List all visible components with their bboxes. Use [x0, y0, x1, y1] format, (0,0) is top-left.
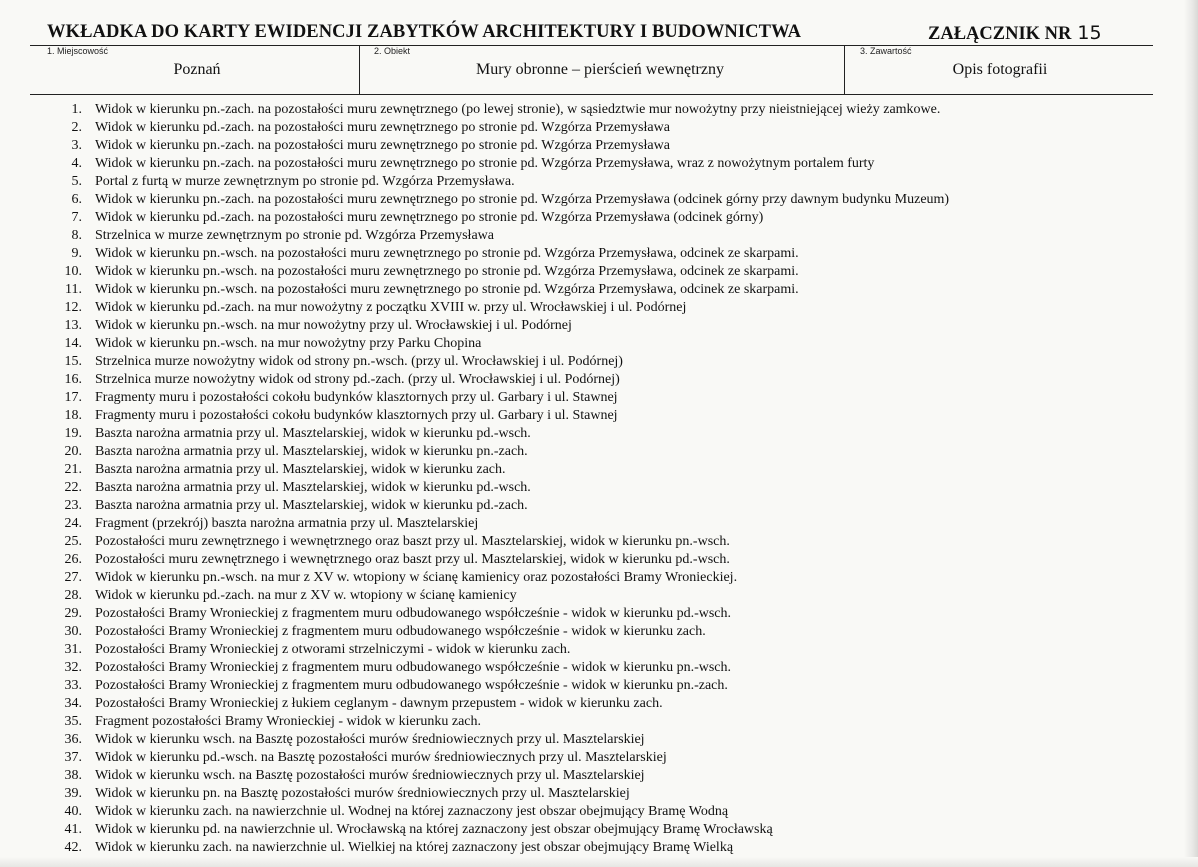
entry-number: 39.: [64, 786, 82, 801]
annex-label-group: [928, 22, 1102, 45]
document-title: WKŁADKA DO KARTY EWIDENCJI ZABYTKÓW ARCHITEKTURY I BUDOWNICTWA: [47, 22, 802, 42]
entry-text: Strzelnica murze nowożytny widok od strony pd.-zach. (przy ul. Wrocławskiej i ul. Podórnej): [95, 372, 620, 387]
entry-number: 13.: [64, 318, 82, 333]
entry-text: Widok w kierunku pd.-zach. na mur z XV w. wtopiony w ścianę kamienicy: [95, 588, 517, 603]
entry-number: 28.: [64, 588, 82, 603]
entry-number: 34.: [64, 696, 82, 711]
entry-text: Fragment (przekrój) baszta narożna armatnia przy ul. Masztelarskiej: [95, 516, 479, 531]
field-label-object: 2. Obiekt: [374, 46, 411, 56]
card-bottom-shadow: [0, 857, 1198, 867]
entry-text: Baszta narożna armatnia przy ul. Masztelarskiej, widok w kierunku pd.-wsch.: [95, 426, 531, 441]
entry-text: Pozostałości Bramy Wronieckiej z fragmentem muru odbudowanego współcześnie - widok w kierunku zach.: [95, 624, 706, 639]
card-edge-shadow: [1184, 0, 1198, 867]
entry-number: 25.: [64, 534, 82, 549]
entry-number: 30.: [64, 624, 82, 639]
entry-text: Fragment pozostałości Bramy Wronieckiej - widok w kierunku zach.: [95, 714, 482, 729]
entry-text: Widok w kierunku pn.-wsch. na pozostałości muru zewnętrznego po stronie pd. Wzgórza Przemysława, odcinek ze skarpami.: [95, 246, 799, 261]
entry-text: Pozostałości Bramy Wronieckiej z fragmentem muru odbudowanego współcześnie - widok w kierunku pd.-wsch.: [95, 606, 732, 621]
entry-number: 26.: [64, 552, 82, 567]
entry-number: 36.: [64, 732, 82, 747]
entry-text: Widok w kierunku pn.-wsch. na pozostałości muru zewnętrznego po stronie pd. Wzgórza Przemysława, odcinek ze skarpami.: [95, 264, 799, 279]
entry-number: 42.: [64, 840, 82, 855]
entry-number: 6.: [71, 192, 82, 207]
entry-text: Baszta narożna armatnia przy ul. Masztelarskiej, widok w kierunku pd.-wsch.: [95, 480, 531, 495]
entry-number: 9.: [71, 246, 82, 261]
annex-number: 15: [1077, 22, 1102, 44]
entry-text: Pozostałości Bramy Wronieckiej z fragmentem muru odbudowanego współcześnie - widok w kierunku pn.-zach.: [95, 678, 728, 693]
entry-text: Baszta narożna armatnia przy ul. Masztelarskiej, widok w kierunku zach.: [95, 462, 506, 477]
entry-number: 31.: [64, 642, 82, 657]
entry-number: 32.: [64, 660, 82, 675]
entry-text: Fragmenty muru i pozostałości cokołu budynków klasztornych przy ul. Garbary i ul. Stawnej: [95, 390, 618, 405]
entry-text: Widok w kierunku pn. na Basztę pozostałości murów średniowiecznych przy ul. Masztelarskiej: [95, 786, 630, 801]
entry-text: Widok w kierunku pn.-wsch. na mur z XV w. wtopiony w ścianę kamienicy oraz pozostałości Bramy Wronieckiej.: [95, 570, 738, 585]
entry-text: Widok w kierunku pd. na nawierzchnie ul. Wrocławską na której zaznaczony jest obszar obejmujący Bramę Wrocławską: [95, 822, 773, 837]
entry-text: Widok w kierunku wsch. na Basztę pozostałości murów średniowiecznych przy ul. Masztelarskiej: [95, 768, 645, 783]
entry-number: 29.: [64, 606, 82, 621]
entry-text: Pozostałości Bramy Wronieckiej z fragmentem muru odbudowanego współcześnie - widok w kierunku pn.-wsch.: [95, 660, 732, 675]
entry-text: Widok w kierunku pd.-zach. na mur nowożytny z początku XVIII w. przy ul. Wrocławskiej i ul. Podórnej: [95, 300, 687, 315]
entry-text: Widok w kierunku pd.-wsch. na Basztę pozostałości murów średniowiecznych przy ul. Masztelarskiej: [95, 750, 667, 765]
entry-number: 11.: [65, 282, 82, 297]
field-value-content: Opis fotografii: [952, 61, 1048, 78]
entry-text: Widok w kierunku zach. na nawierzchnie ul. Wodnej na której zaznaczony jest obszar obejmujący Bramę Wodną: [95, 804, 729, 819]
entry-number: 7.: [71, 210, 82, 225]
entry-number: 27.: [64, 570, 82, 585]
entry-text: Pozostałości Bramy Wronieckiej z łukiem ceglanym - dawnym przepustem - widok w kierunku zach.: [95, 696, 663, 711]
entry-text: Widok w kierunku pd.-zach. na pozostałości muru zewnętrznego po stronie pd. Wzgórza Przemysława (odcinek górny): [95, 210, 764, 225]
entry-text: Baszta narożna armatnia przy ul. Masztelarskiej, widok w kierunku pd.-zach.: [95, 498, 528, 513]
entry-text: Pozostałości Bramy Wronieckiej z otworami strzelniczymi - widok w kierunku zach.: [95, 642, 571, 657]
header-bottom-rule: [30, 94, 1153, 95]
entry-text: Widok w kierunku pn.-zach. na pozostałości muru zewnętrznego (po lewej stronie), w sąsiedztwie mur nowożytny przy nieistniejącej wieży zamkowe.: [95, 102, 941, 117]
entry-text: Widok w kierunku pn.-zach. na pozostałości muru zewnętrznego po stronie pd. Wzgórza Przemysława: [95, 138, 670, 153]
entry-number: 35.: [64, 714, 82, 729]
annex-label: ZAŁĄCZNIK NR: [928, 24, 1072, 44]
entry-number: 12.: [64, 300, 82, 315]
entry-number: 8.: [71, 228, 82, 243]
field-value-object: Mury obronne – pierścień wewnętrzny: [476, 61, 724, 78]
entry-number: 23.: [64, 498, 82, 513]
entry-text: Widok w kierunku pn.-zach. na pozostałości muru zewnętrznego po stronie pd. Wzgórza Przemysława, wraz z nowożytnym portalem furty: [95, 156, 875, 171]
entry-number: 3.: [71, 138, 82, 153]
entry-number: 41.: [64, 822, 82, 837]
entry-number: 5.: [71, 174, 82, 189]
field-label-content: 3. Zawartość: [860, 46, 912, 56]
entry-number: 33.: [64, 678, 82, 693]
entry-text: Widok w kierunku pn.-wsch. na mur nowożytny przy ul. Wrocławskiej i ul. Podórnej: [95, 318, 572, 333]
entry-text: Strzelnica w murze zewnętrznym po stronie pd. Wzgórza Przemysława: [95, 228, 494, 243]
entry-text: Widok w kierunku pn.-wsch. na pozostałości muru zewnętrznego po stronie pd. Wzgórza Przemysława, odcinek ze skarpami.: [95, 282, 799, 297]
entry-text: Widok w kierunku pn.-wsch. na mur nowożytny przy Parku Chopina: [95, 336, 482, 351]
entry-text: Widok w kierunku wsch. na Basztę pozostałości murów średniowiecznych przy ul. Masztelarskiej: [95, 732, 645, 747]
field-label-locality: 1. Miejscowość: [47, 46, 109, 56]
entry-text: Strzelnica murze nowożytny widok od strony pn.-wsch. (przy ul. Wrocławskiej i ul. Podórnej): [95, 354, 623, 369]
entry-text: Widok w kierunku pd.-zach. na pozostałości muru zewnętrznego po stronie pd. Wzgórza Przemysława: [95, 120, 670, 135]
entry-text: Portal z furtą w murze zewnętrznym po stronie pd. Wzgórza Przemysława.: [95, 174, 515, 189]
field-divider-2: [844, 45, 845, 94]
entry-text: Pozostałości muru zewnętrznego i wewnętrznego oraz baszt przy ul. Masztelarskiej, widok w kierunku pd.-wsch.: [95, 552, 730, 567]
entry-number: 18.: [64, 408, 82, 423]
entry-number: 21.: [64, 462, 82, 477]
entry-number: 24.: [64, 516, 82, 531]
entry-text: Widok w kierunku zach. na nawierzchnie ul. Wielkiej na której zaznaczony jest obszar obejmujący Bramę Wielką: [95, 840, 734, 855]
entry-number: 19.: [64, 426, 82, 441]
header-top-rule: [30, 45, 1153, 46]
field-value-locality: Poznań: [173, 61, 221, 78]
entry-number: 20.: [64, 444, 82, 459]
entry-number: 14.: [64, 336, 82, 351]
entry-number: 1.: [71, 102, 82, 117]
entry-number: 15.: [64, 354, 82, 369]
entry-text: Baszta narożna armatnia przy ul. Masztelarskiej, widok w kierunku pn.-zach.: [95, 444, 528, 459]
entry-number: 10.: [64, 264, 82, 279]
entry-number: 17.: [64, 390, 82, 405]
entry-number: 16.: [64, 372, 82, 387]
entry-number: 37.: [64, 750, 82, 765]
entry-number: 40.: [64, 804, 82, 819]
entry-text: Pozostałości muru zewnętrznego i wewnętrznego oraz baszt przy ul. Masztelarskiej, widok w kierunku pn.-wsch.: [95, 534, 730, 549]
field-divider-1: [359, 45, 360, 94]
entry-text: Widok w kierunku pn.-zach. na pozostałości muru zewnętrznego po stronie pd. Wzgórza Przemysława (odcinek górny przy dawnym budynku Muzeum): [95, 192, 950, 207]
entry-number: 4.: [71, 156, 82, 171]
entry-number: 2.: [71, 120, 82, 135]
entry-number: 22.: [64, 480, 82, 495]
entry-text: Fragmenty muru i pozostałości cokołu budynków klasztornych przy ul. Garbary i ul. Stawnej: [95, 408, 618, 423]
entry-number: 38.: [64, 768, 82, 783]
